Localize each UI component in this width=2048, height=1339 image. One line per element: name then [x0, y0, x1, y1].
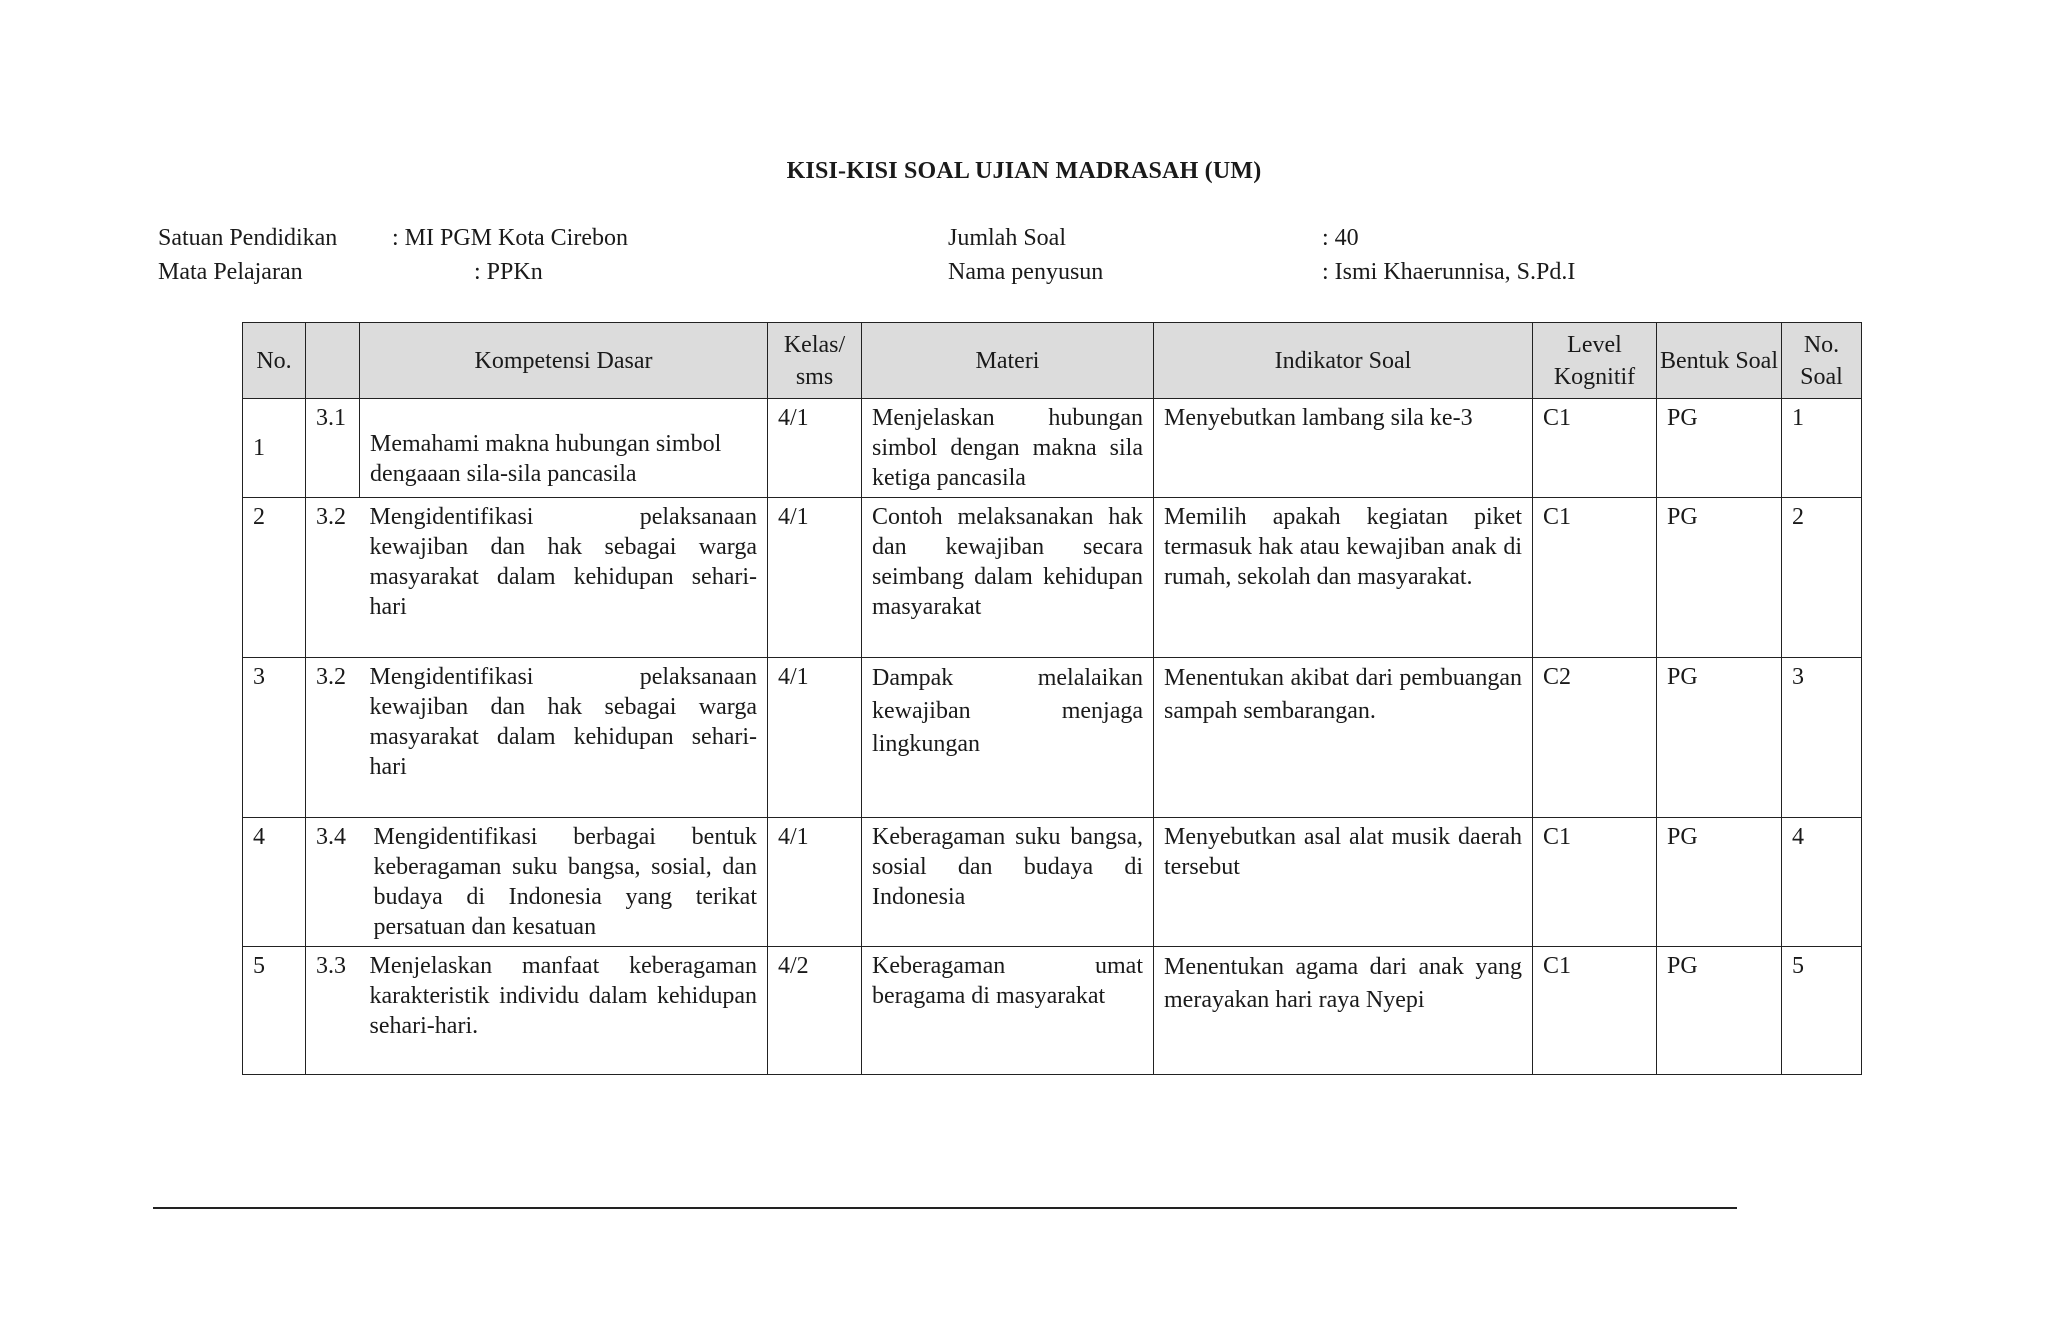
row-nosoal: 4: [1782, 818, 1862, 947]
row-no: 3: [243, 658, 306, 818]
row-no: 4: [243, 818, 306, 947]
row-materi: Menjelaskan hubungan simbol dengan makna sila ketiga pancasila: [862, 399, 1154, 498]
header-kd-number: [306, 323, 360, 399]
jumlah-value: : 40: [1322, 225, 1359, 251]
row-bentuk: PG: [1657, 658, 1782, 818]
header-nosoal: No. Soal: [1782, 323, 1862, 399]
table-row: [243, 818, 1862, 947]
row-indikator: Menentukan agama dari anak yang merayakan hari raya Nyepi: [1154, 947, 1533, 1075]
mapel-label: Mata Pelajaran: [158, 259, 303, 285]
row-bentuk: PG: [1657, 399, 1782, 498]
footer-divider: [153, 1207, 1737, 1209]
row-bentuk: PG: [1657, 498, 1782, 658]
row-materi: Contoh melaksanakan hak dan kewajiban secara seimbang dalam kehidupan masyarakat: [862, 498, 1154, 658]
row-kd-number: 3.2: [306, 498, 360, 658]
row-level: C1: [1533, 947, 1657, 1075]
jumlah-label: Jumlah Soal: [948, 225, 1066, 251]
row-materi: Keberagaman suku bangsa, sosial dan budaya di Indonesia: [862, 818, 1154, 947]
row-kelas: 4/1: [768, 399, 862, 498]
table-row: [243, 399, 1862, 498]
table-header-row: [243, 323, 1862, 399]
row-kompetensi-dasar: Memahami makna hubungan simbol dengaaan sila-sila pancasila: [360, 399, 768, 498]
row-nosoal: 3: [1782, 658, 1862, 818]
row-kd-number: 3.2: [306, 658, 360, 818]
satuan-value: : MI PGM Kota Cirebon: [392, 225, 628, 251]
penyusun-label: Nama penyusun: [948, 259, 1104, 285]
mapel-value: : PPKn: [474, 259, 543, 285]
row-indikator: Menyebutkan lambang sila ke-3: [1154, 399, 1533, 498]
row-materi: Dampak melalaikan kewajiban menjaga lingkungan: [862, 658, 1154, 818]
row-kelas: 4/2: [768, 947, 862, 1075]
row-kd-number: 3.3: [306, 947, 360, 1075]
row-kd-number: 3.4: [306, 818, 360, 947]
row-kompetensi-dasar: Mengidentifikasi pelaksanaan kewajiban dan hak sebagai warga masyarakat dalam kehidupan sehari-hari: [360, 498, 768, 658]
row-kelas: 4/1: [768, 658, 862, 818]
kisi-kisi-table: [242, 322, 1862, 1075]
row-kd-number: 3.1: [306, 399, 360, 498]
penyusun-value: : Ismi Khaerunnisa, S.Pd.I: [1322, 259, 1576, 285]
row-level: C1: [1533, 498, 1657, 658]
row-indikator: Menentukan akibat dari pembuangan sampah sembarangan.: [1154, 658, 1533, 818]
row-no: 2: [243, 498, 306, 658]
row-indikator: Memilih apakah kegiatan piket termasuk hak atau kewajiban anak di rumah, sekolah dan masyarakat.: [1154, 498, 1533, 658]
table-row: [243, 498, 1862, 658]
row-bentuk: PG: [1657, 947, 1782, 1075]
row-nosoal: 1: [1782, 399, 1862, 498]
row-kompetensi-dasar: Mengidentifikasi pelaksanaan kewajiban dan hak sebagai warga masyarakat dalam kehidupan sehari-hari: [360, 658, 768, 818]
header-no: No.: [243, 323, 306, 399]
header-indikator: Indikator Soal: [1154, 323, 1533, 399]
header-kompetensi-dasar: Kompetensi Dasar: [360, 323, 768, 399]
row-kompetensi-dasar: Menjelaskan manfaat keberagaman karakteristik individu dalam kehidupan sehari-hari.: [360, 947, 768, 1075]
row-nosoal: 2: [1782, 498, 1862, 658]
row-nosoal: 5: [1782, 947, 1862, 1075]
row-level: C2: [1533, 658, 1657, 818]
row-no: 5: [243, 947, 306, 1075]
document-title: KISI-KISI SOAL UJIAN MADRASAH (UM): [786, 158, 1262, 184]
row-kelas: 4/1: [768, 818, 862, 947]
row-level: C1: [1533, 399, 1657, 498]
header-level: Level Kognitif: [1533, 323, 1657, 399]
row-kompetensi-dasar: Mengidentifikasi berbagai bentuk keberagaman suku bangsa, sosial, dan budaya di Indonesia yang terikat persatuan dan kesatuan: [360, 818, 768, 947]
header-kelas: Kelas/ sms: [768, 323, 862, 399]
table-row: [243, 658, 1862, 818]
row-no: 1: [243, 399, 306, 498]
row-materi: Keberagaman umat beragama di masyarakat: [862, 947, 1154, 1075]
satuan-label: Satuan Pendidikan: [158, 225, 338, 251]
row-bentuk: PG: [1657, 818, 1782, 947]
table-row: [243, 947, 1862, 1075]
row-indikator: Menyebutkan asal alat musik daerah tersebut: [1154, 818, 1533, 947]
header-bentuk: Bentuk Soal: [1657, 323, 1782, 399]
row-level: C1: [1533, 818, 1657, 947]
header-materi: Materi: [862, 323, 1154, 399]
row-kelas: 4/1: [768, 498, 862, 658]
